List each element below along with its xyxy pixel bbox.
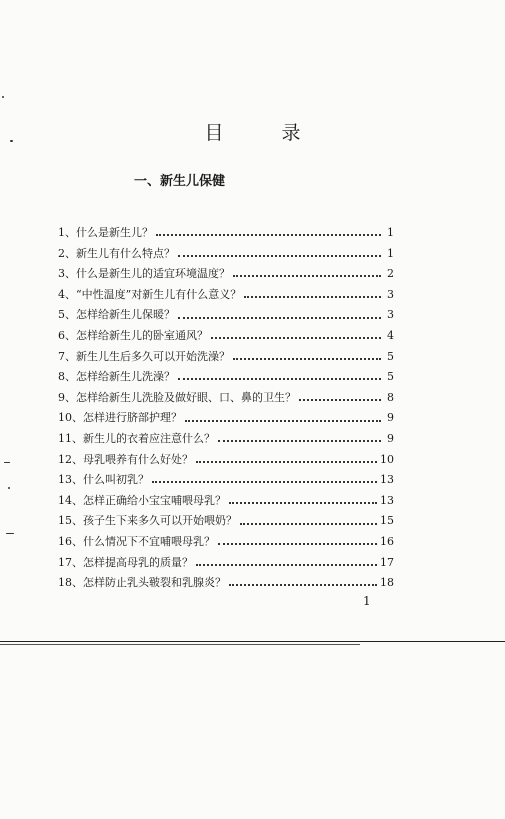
dot-leader	[218, 440, 381, 442]
toc-entry-page: 3	[387, 308, 394, 322]
toc-entry-page: 5	[387, 349, 394, 363]
toc-entry	[58, 471, 394, 492]
toc-entry	[58, 451, 394, 472]
toc-entry-title: 3、什么是新生儿的适宜环境温度？	[58, 267, 230, 281]
dot-leader	[196, 461, 377, 463]
dot-leader	[185, 420, 381, 422]
dot-leader	[218, 543, 377, 545]
page-title: 目 录	[204, 122, 327, 144]
dot-leader	[244, 296, 381, 298]
toc-entry-title: 17、怎样提高母乳的质量？	[58, 555, 193, 569]
scan-speck	[6, 533, 14, 534]
toc-entry-page: 15	[380, 514, 394, 528]
toc-entry-title: 13、什么叫初乳？	[58, 473, 149, 487]
toc-entry-title: 1、什么是新生儿？	[58, 226, 153, 239]
toc-entry-title: 10、怎样进行脐部护理？	[58, 411, 182, 425]
dot-leader	[229, 502, 377, 504]
toc-entry	[58, 512, 394, 533]
toc-entry-title: 15、孩子生下来多久可以开始喂奶？	[58, 514, 237, 528]
scan-speck	[4, 462, 10, 463]
section-heading: 一、新生儿保健	[134, 174, 226, 189]
dot-leader	[196, 564, 377, 566]
toc-entry	[58, 554, 394, 575]
scan-speck	[8, 487, 10, 489]
dot-leader	[178, 255, 381, 257]
dot-leader	[240, 523, 377, 525]
scan-speck	[2, 96, 4, 98]
toc-entry-page: 2	[387, 267, 394, 281]
dot-leader	[178, 317, 381, 319]
toc-entry-page: 9	[387, 431, 394, 445]
toc-entry-page: 8	[387, 390, 394, 404]
toc-entry-page: 13	[380, 473, 394, 487]
toc-entry-title: 5、怎样给新生儿保暖？	[58, 308, 175, 322]
toc-entry	[58, 327, 394, 348]
dot-leader	[178, 378, 381, 380]
page-number: 1	[363, 594, 371, 608]
bottom-rule-thin	[0, 644, 360, 645]
toc-entry-title: 2、新生儿有什么特点？	[58, 246, 175, 260]
dot-leader	[156, 234, 381, 236]
toc-entry-page: 3	[387, 287, 394, 301]
toc-entry-page: 5	[387, 370, 394, 384]
toc-entry-title: 7、新生儿生后多久可以开始洗澡？	[58, 349, 230, 363]
toc-entry-title: 9、怎样给新生儿洗脸及做好眼、口、鼻的卫生？	[58, 390, 296, 404]
bottom-rule	[0, 641, 505, 642]
dot-leader	[299, 399, 381, 401]
toc-entry-page: 18	[380, 576, 394, 590]
toc-entry	[58, 574, 394, 595]
toc-entry	[58, 224, 394, 245]
toc-entry-page: 1	[387, 246, 394, 260]
dot-leader	[152, 481, 377, 483]
toc-entry	[58, 368, 394, 389]
dot-leader	[229, 584, 377, 586]
toc-entry-title: 12、母乳喂养有什么好处？	[58, 452, 193, 466]
scan-speck	[10, 140, 13, 142]
toc-entry-title: 6、怎样给新生儿的卧室通风？	[58, 328, 208, 342]
toc-entry-title: 18、怎样防止乳头皲裂和乳腺炎？	[58, 576, 226, 590]
toc-entry-page: 4	[387, 328, 394, 342]
toc-entry	[58, 348, 394, 369]
toc-entry	[58, 286, 394, 307]
toc-entry	[58, 389, 394, 410]
dot-leader	[233, 275, 381, 277]
toc-entry-page: 1	[387, 226, 394, 239]
toc-entry	[58, 492, 394, 513]
dot-leader	[211, 337, 381, 339]
toc-entry	[58, 265, 394, 286]
toc-entry-title: 16、什么情况下不宜哺喂母乳？	[58, 534, 215, 548]
toc-entry-title: 8、怎样给新生儿洗澡？	[58, 370, 175, 384]
toc-entry-title: 11、新生儿的衣着应注意什么？	[58, 431, 215, 445]
toc-entry-page: 9	[387, 411, 394, 425]
toc-entry	[58, 245, 394, 266]
toc-entry	[58, 409, 394, 430]
table-of-contents	[58, 224, 394, 595]
toc-entry-page: 16	[380, 534, 394, 548]
toc-entry-page: 17	[380, 555, 394, 569]
toc-entry	[58, 306, 394, 327]
toc-entry	[58, 430, 394, 451]
dot-leader	[233, 358, 381, 360]
toc-entry-title: 4、“中性温度”对新生儿有什么意义？	[58, 287, 242, 301]
toc-entry-title: 14、怎样正确给小宝宝哺喂母乳？	[58, 493, 226, 507]
toc-entry	[58, 533, 394, 554]
toc-entry-page: 13	[380, 493, 394, 507]
toc-entry-page: 10	[380, 452, 394, 466]
